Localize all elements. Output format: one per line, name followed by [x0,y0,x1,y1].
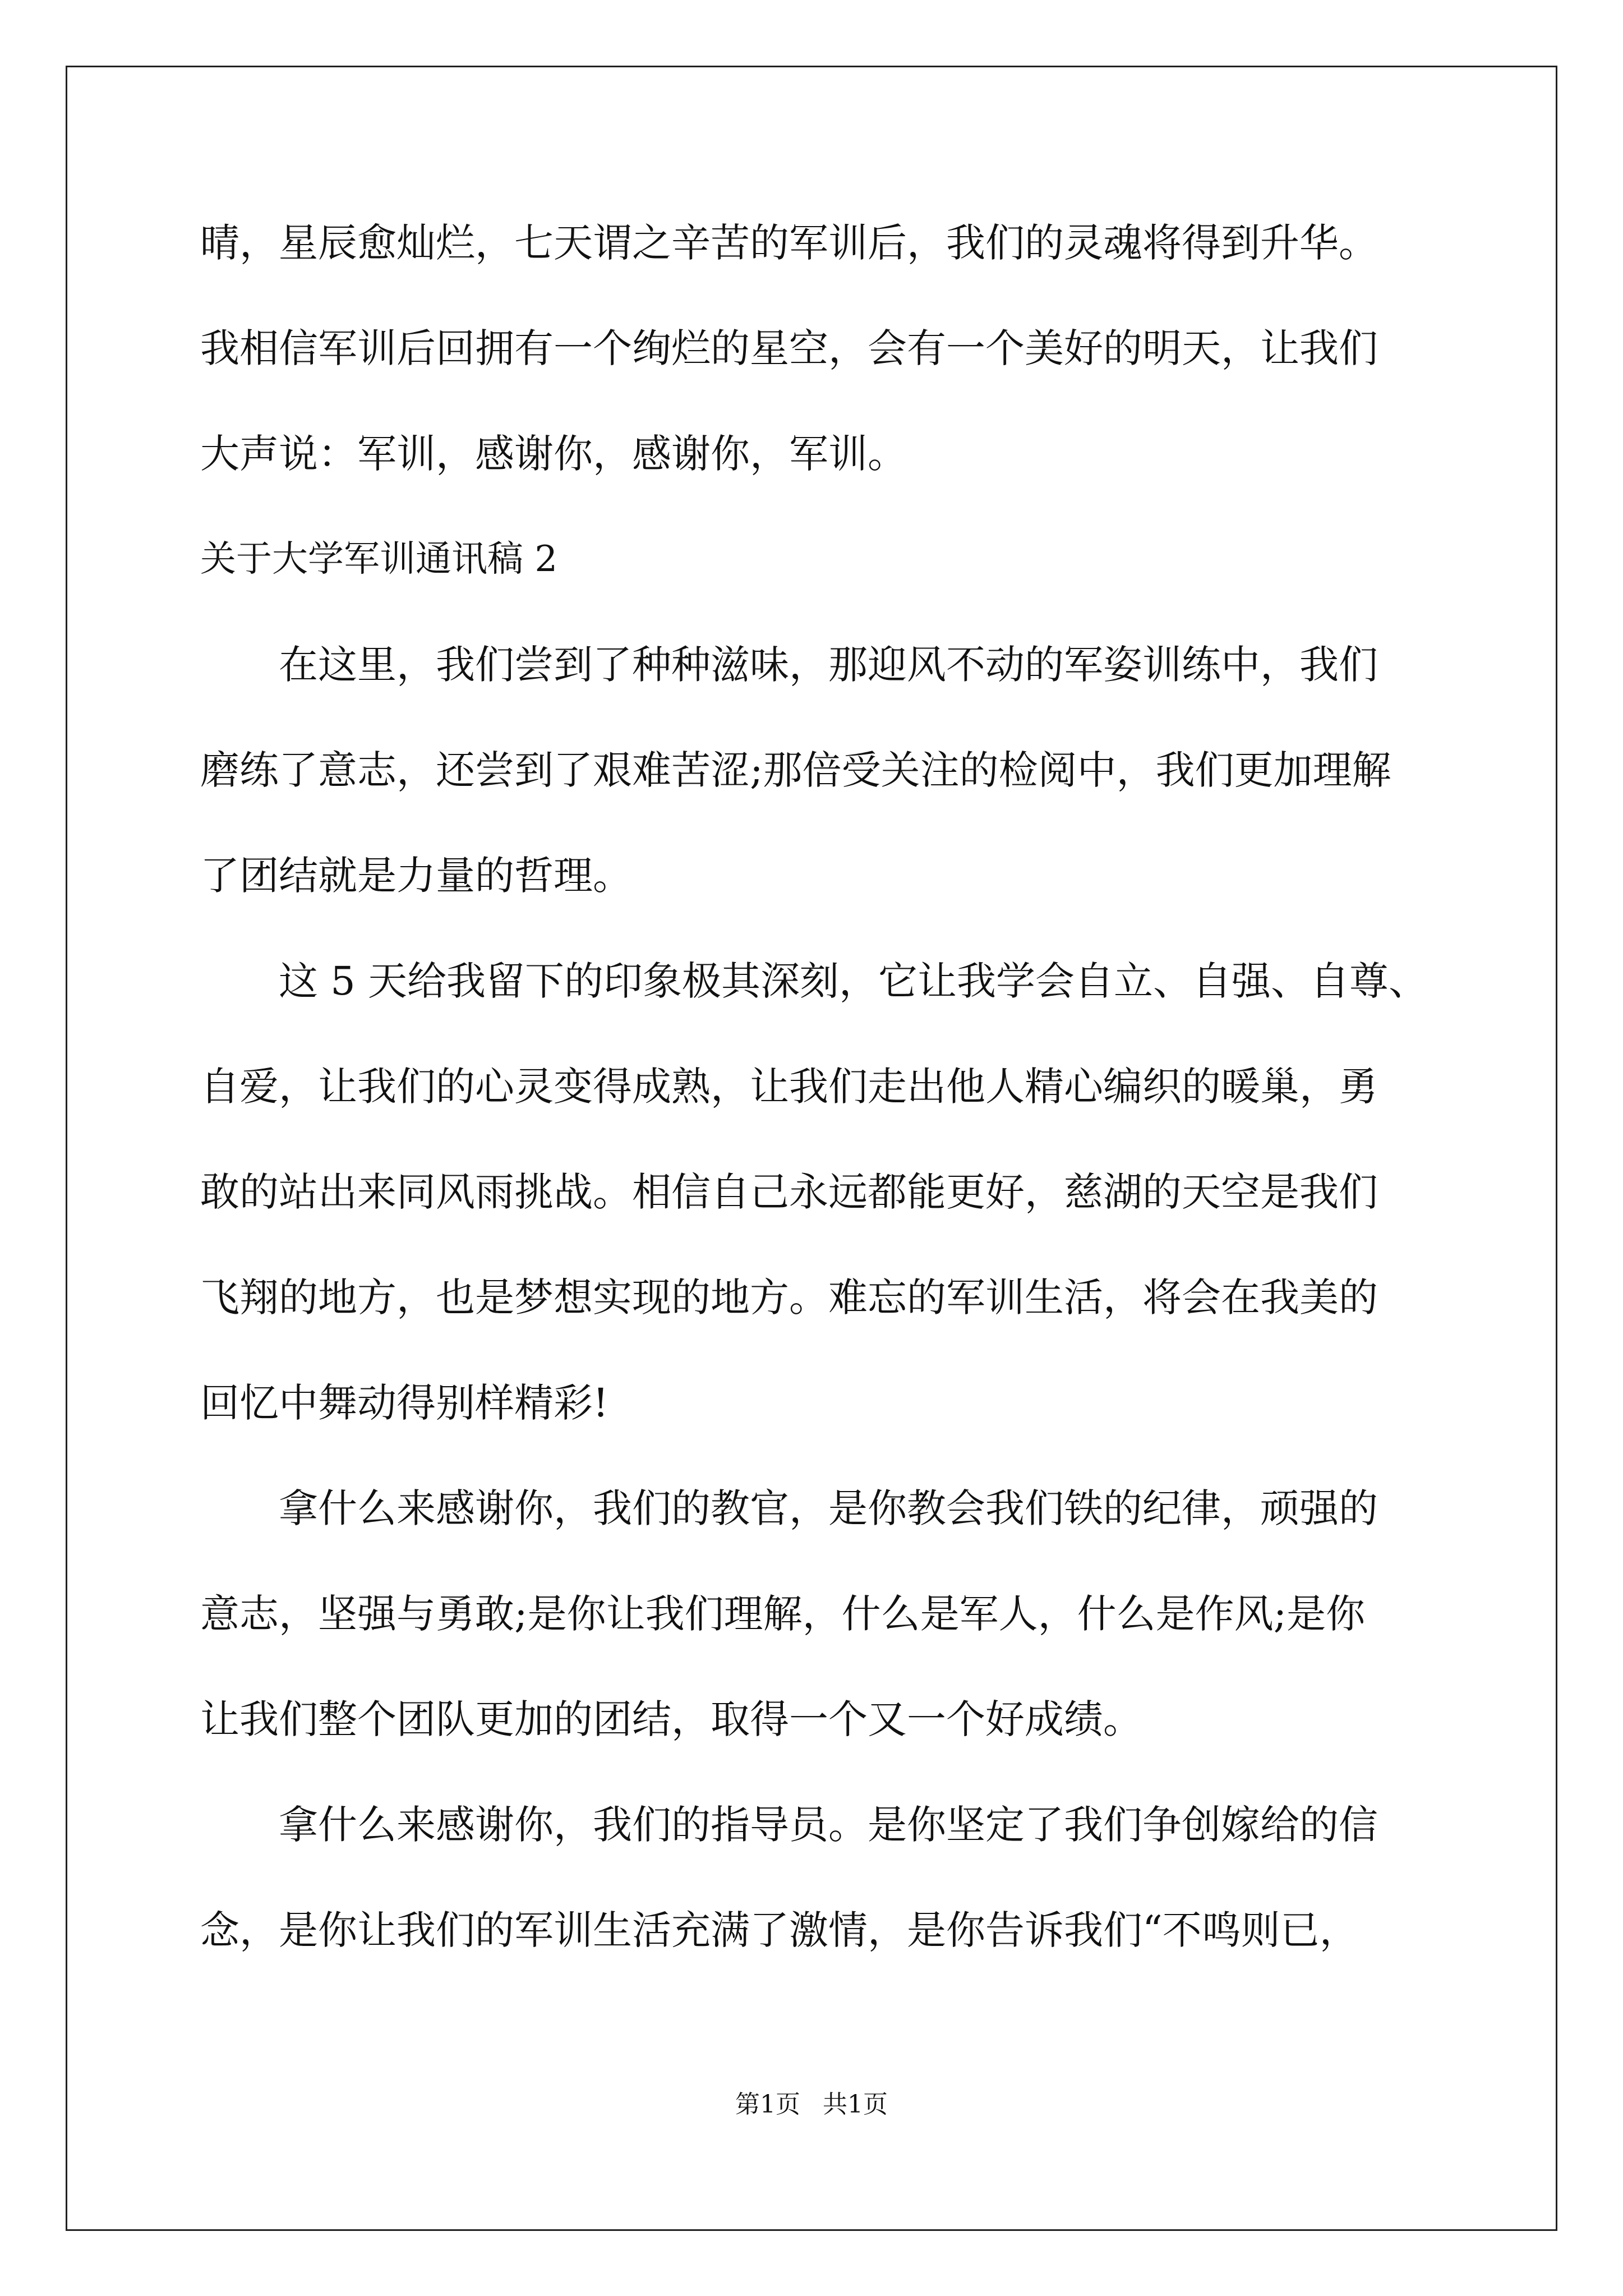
text-line: 磨练了意志，还尝到了艰难苦涩;那倍受关注的检阅中，我们更加理解 [200,747,1391,793]
text-line: 意志，坚强与勇敢;是你让我们理解，什么是军人，什么是作风;是你 [200,1591,1366,1637]
text-line: 在这里，我们尝到了种种滋味，那迎风不动的军姿训练中，我们 [279,642,1378,688]
text-line: 大声说：军训，感谢你，感谢你，军训。 [200,431,907,477]
section-heading: 关于大学军训通讯稿 2 [200,539,558,580]
text-line: 我相信军训后回拥有一个绚烂的星空，会有一个美好的明天，让我们 [200,325,1378,371]
text-line: 念，是你让我们的军训生活充满了激情，是你告诉我们“不鸣则已， [200,1907,1359,1953]
page-total: 共1页 [823,2090,888,2119]
text-line: 自爱，让我们的心灵变得成熟，让我们走出他人精心编织的暖巢，勇 [200,1064,1378,1110]
text-line: 回忆中舞动得别样精彩! [200,1380,609,1426]
page-footer [0,2088,1623,2122]
text-line: 这 5 天给我留下的印象极其深刻，它让我学会自立、自强、自尊、 [279,958,1428,1004]
text-line: 飞翔的地方，也是梦想实现的地方。难忘的军训生活，将会在我美的 [200,1274,1378,1320]
document-body [200,212,1434,2005]
text-line: 让我们整个团队更加的团结，取得一个又一个好成绩。 [200,1696,1142,1742]
page-number: 第1页 [735,2090,800,2119]
text-line: 敢的站出来同风雨挑战。相信自己永远都能更好，慈湖的天空是我们 [200,1169,1378,1215]
text-line: 晴，星辰愈灿烂，七天谓之辛苦的军训后，我们的灵魂将得到升华。 [200,220,1378,266]
text-line: 了团结就是力量的哲理。 [200,853,632,899]
text-line: 拿什么来感谢你，我们的指导员。是你坚定了我们争创嫁给的信 [279,1802,1378,1848]
text-line: 拿什么来感谢你，我们的教官，是你教会我们铁的纪律，顽强的 [279,1485,1378,1531]
